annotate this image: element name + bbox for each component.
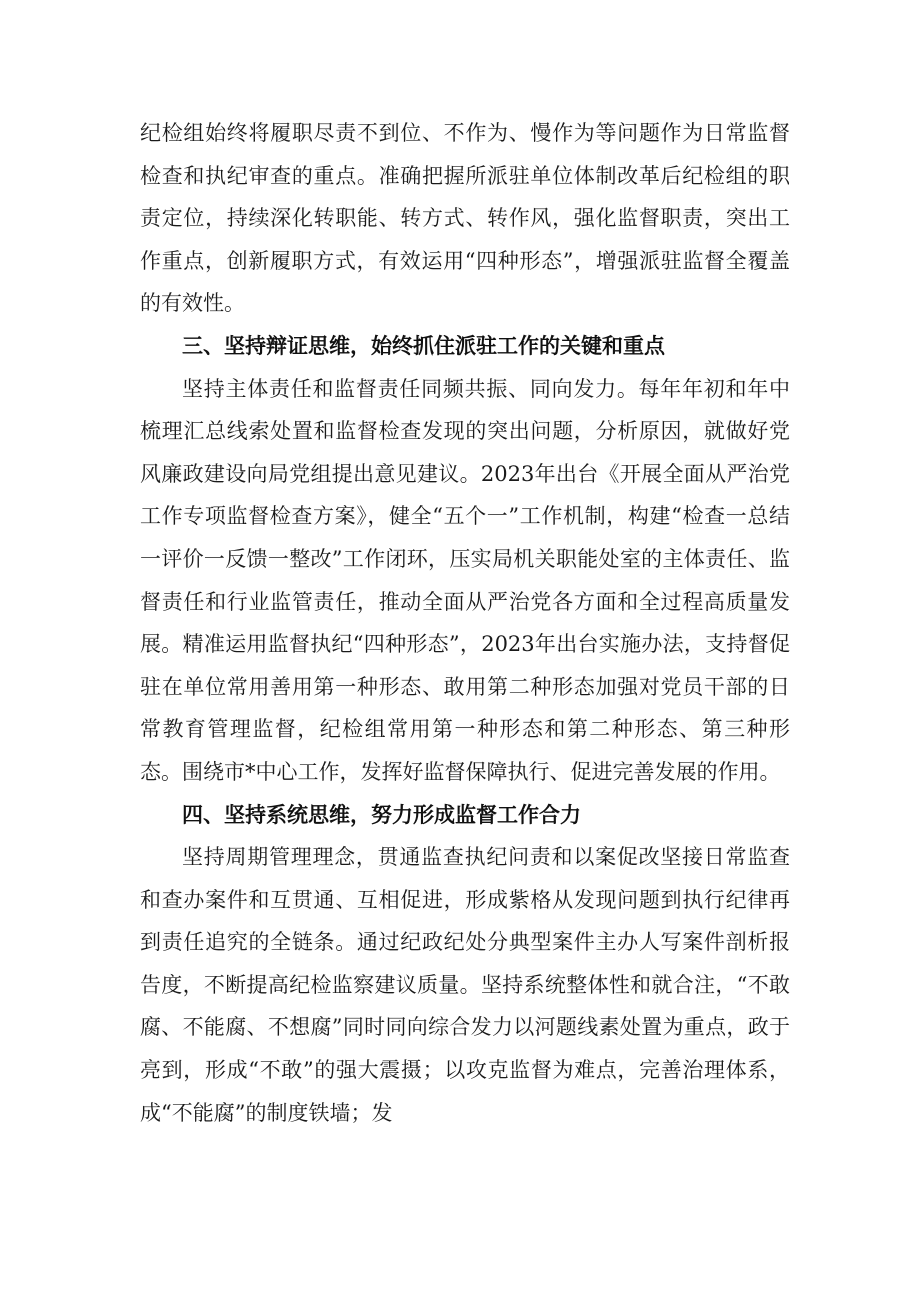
document-body: [140, 112, 790, 1134]
section-heading-3: 三、坚持辩证思维，始终抓住派驻工作的关键和重点: [182, 333, 665, 358]
paragraph-section-4: 坚持周期管理理念，贯通监查执纪问责和以案促改坚接日常监查和查办案件和互贯通、互相促进，形成紫格从发现问题到执行纪律再到责任追究的全链条。通过纪政纪处分典型案件主办人写案件剖析报告度，不断提高纪检监察建议质量。坚持系统整体性和就合注，“不敢腐、不能腐、不想腐”同时同向综合发力以河题线素处置为重点，政于亮到，形成“不敢”的强大震摄；以攻克监督为难点，完善治理体系，成“不能腐”的制度铁墙；发: [140, 845, 790, 1125]
paragraph-section-3: 坚持主体责任和监督责任同频共振、同向发力。每年年初和年中梳理汇总线索处置和监督检查发现的突出问题，分析原因，就做好党风廉政建设向局党组提出意见建议。2023年出台《开展全面从严治党工作专项监督检查方案》，健全“五个一”工作机制，构建“检查一总结一评价一反馈一整改”工作闭环，压实局机关职能处室的主体责任、监督责任和行业监管责任，推动全面从严治党各方面和全过程高质量发展。精准运用监督执纪“四种形态”，2023年出台实施办法，支持督促驻在单位常用善用第一种形态、敢用第二种形态加强对党员干部的日常教育管理监督，纪检组常用第一种形态和第二种形态、第三种形态。围绕市*中心工作，发挥好监督保障执行、促进完善发展的作用。: [140, 376, 790, 784]
section-heading-4: 四、坚持系统思维，努力形成监督工作合力: [182, 802, 581, 827]
paragraph-continued: 纪检组始终将履职尽责不到位、不作为、慢作为等问题作为日常监督检查和执纪审查的重点。准确把握所派驻单位体制改革后纪检组的职责定位，持续深化转职能、转方式、转作风，强化监督职责，突出工作重点，创新履职方式，有效运用“四种形态”，增强派驻监督全覆盖的有效性。: [140, 121, 790, 316]
